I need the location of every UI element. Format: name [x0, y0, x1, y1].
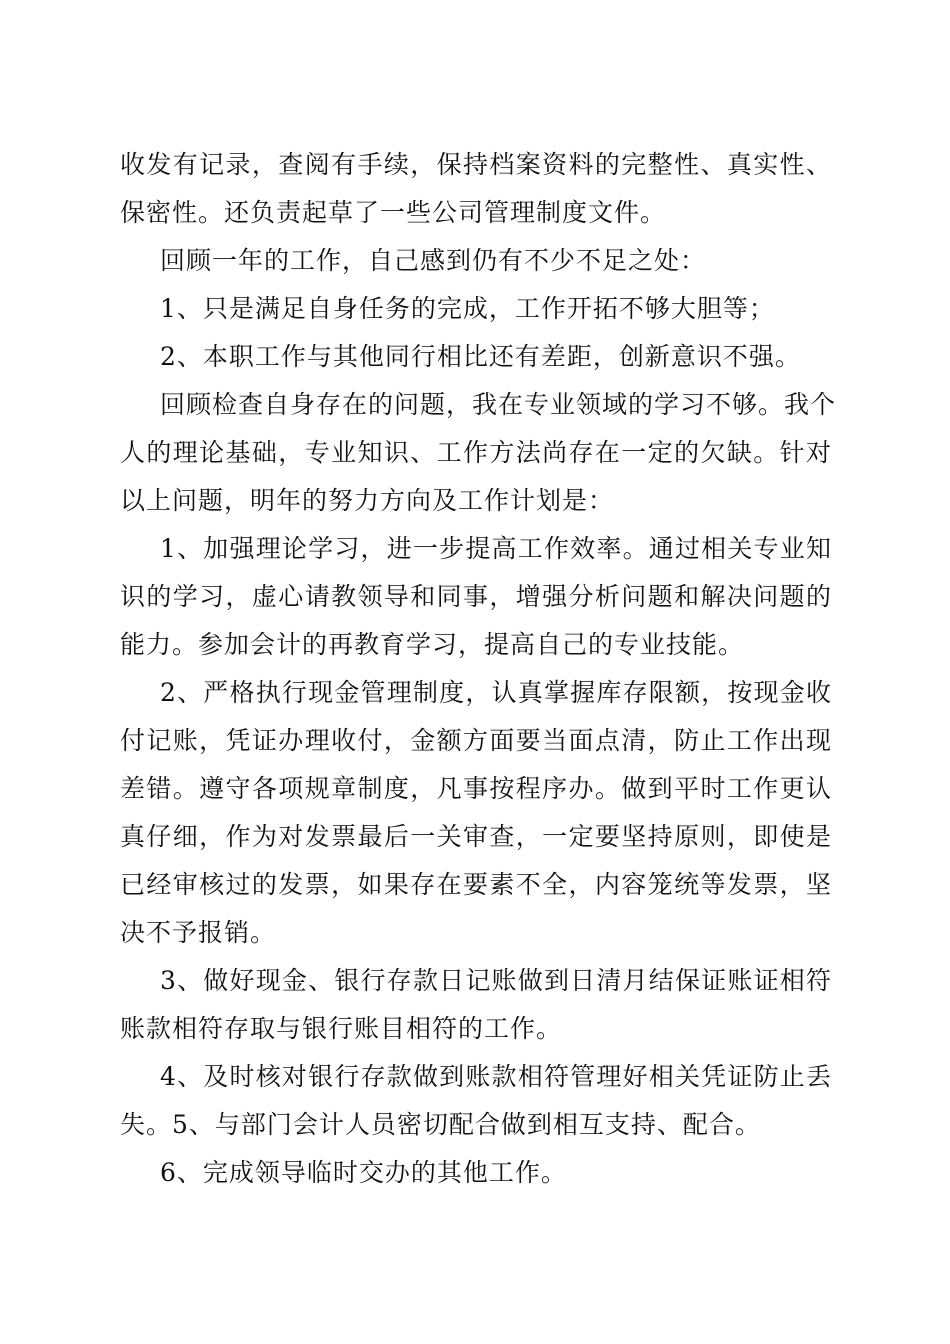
text-line: 以上问题，明年的努力方向及工作计划是：: [120, 486, 615, 515]
text-line: 1、加强理论学习，进一步提高工作效率。通过相关专业知: [160, 534, 832, 563]
document-body: [120, 141, 837, 1197]
text-line: 付记账，凭证办理收付，金额方面要当面点清，防止工作出现: [120, 726, 832, 755]
text-line: 4、及时核对银行存款做到账款相符管理好相关凭证防止丢: [160, 1062, 832, 1091]
text-line: 1、只是满足自身任务的完成，工作开拓不够大胆等；: [160, 294, 775, 323]
text-line: 保密性。还负责起草了一些公司管理制度文件。: [120, 198, 667, 227]
text-line: 失。5、与部门会计人员密切配合做到相互支持、配合。: [120, 1110, 761, 1139]
text-line: 已经审核过的发票，如果存在要素不全，内容笼统等发票，坚: [120, 870, 832, 899]
text-line: 回顾一年的工作，自己感到仍有不少不足之处：: [160, 246, 707, 275]
text-line: 人的理论基础，专业知识、工作方法尚存在一定的欠缺。针对: [120, 438, 832, 467]
text-line: 2、严格执行现金管理制度，认真掌握库存限额，按现金收: [160, 678, 832, 707]
text-line: 6、完成领导临时交办的其他工作。: [160, 1158, 567, 1187]
text-line: 回顾检查自身存在的问题，我在专业领域的学习不够。我个: [160, 390, 837, 419]
text-line: 能力。参加会计的再教育学习，提高自己的专业技能。: [120, 630, 745, 659]
text-line: 账款相符存取与银行账目相符的工作。: [120, 1014, 563, 1043]
text-line: 收发有记录，查阅有手续，保持档案资料的完整性、真实性、: [120, 150, 832, 179]
text-line: 2、本职工作与其他同行相比还有差距，创新意识不强。: [160, 342, 801, 371]
text-line: 决不予报销。: [120, 918, 277, 947]
text-line: 识的学习，虚心请教领导和同事，增强分析问题和解决问题的: [120, 582, 832, 611]
text-line: 3、做好现金、银行存款日记账做到日清月结保证账证相符: [160, 966, 832, 995]
text-line: 差错。遵守各项规章制度，凡事按程序办。做到平时工作更认: [120, 774, 832, 803]
text-line: 真仔细，作为对发票最后一关审查，一定要坚持原则，即使是: [120, 822, 832, 851]
